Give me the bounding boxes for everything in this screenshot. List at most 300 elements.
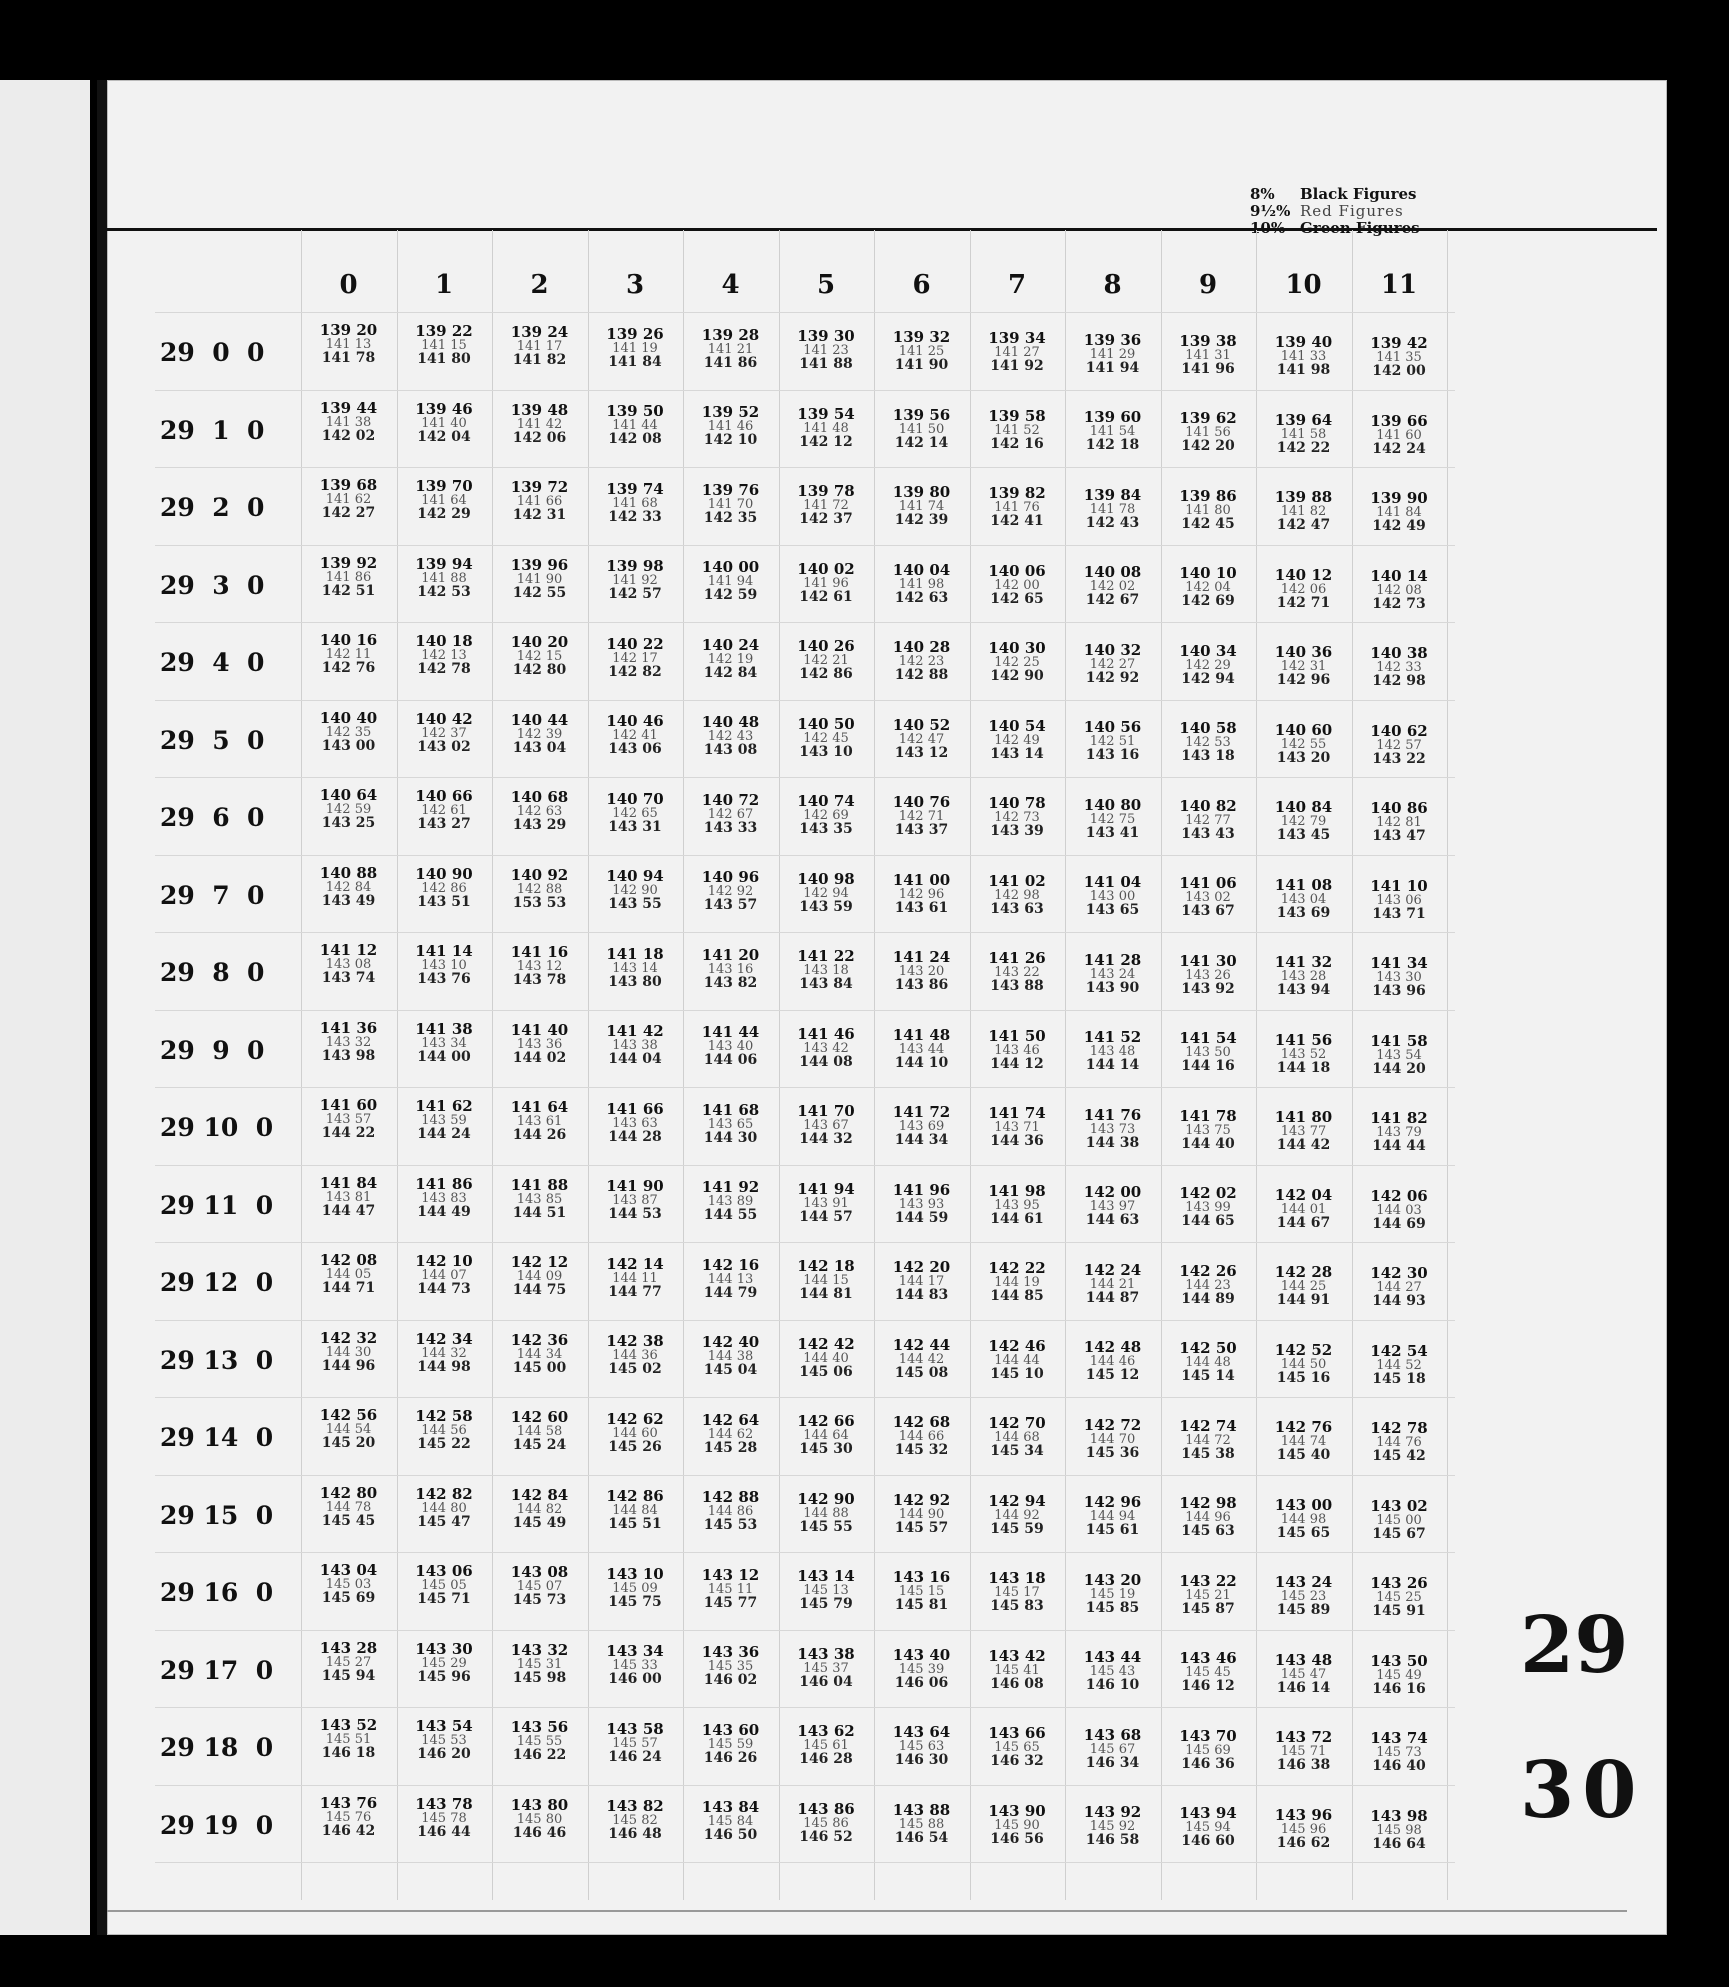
green-figure: 141 80 — [417, 351, 471, 368]
rate-cell — [588, 1721, 683, 1765]
column-header: 8 — [1103, 270, 1122, 300]
row-label: 29 3 0 — [160, 570, 265, 600]
black-figure: 142 28 — [1274, 1263, 1333, 1281]
rate-cell — [1065, 1339, 1160, 1383]
rate-cell — [588, 326, 683, 370]
red-figure: 145 09 — [612, 1580, 658, 1596]
black-figure: 141 28 — [1083, 950, 1142, 969]
green-figure: 145 28 — [703, 1439, 758, 1456]
rate-cell — [1065, 1262, 1160, 1306]
rate-cell — [1161, 488, 1256, 532]
black-figure: 141 70 — [797, 1102, 855, 1120]
red-figure: 143 40 — [707, 1039, 754, 1055]
red-figure: 144 90 — [898, 1506, 945, 1522]
red-figure: 141 68 — [612, 495, 658, 511]
green-figure: 142 41 — [990, 513, 1044, 530]
black-figure: 143 88 — [892, 1800, 951, 1819]
red-figure: 141 27 — [994, 345, 1040, 361]
black-figure: 142 00 — [1083, 1183, 1142, 1202]
rate-cell — [779, 793, 874, 837]
black-figure: 143 82 — [606, 1797, 664, 1816]
green-figure: 142 00 — [1372, 363, 1426, 380]
red-figure: 145 61 — [803, 1738, 849, 1753]
red-figure: 142 06 — [1280, 581, 1327, 597]
red-figure: 143 36 — [516, 1036, 563, 1052]
column-header: 2 — [530, 270, 549, 300]
green-figure: 145 36 — [1085, 1444, 1140, 1461]
row-rule — [155, 1087, 1455, 1088]
green-figure: 142 61 — [799, 588, 853, 605]
rate-cell — [397, 1331, 492, 1375]
rate-cell — [874, 1259, 969, 1303]
rate-cell — [1161, 1805, 1256, 1849]
row-rule — [155, 622, 1455, 623]
rate-cell — [1161, 410, 1256, 454]
red-figure: 144 52 — [1376, 1357, 1422, 1373]
rate-cell — [1352, 723, 1447, 767]
green-figure: 145 26 — [608, 1438, 662, 1455]
red-figure: 141 94 — [707, 574, 754, 590]
red-figure: 143 71 — [994, 1120, 1040, 1136]
red-figure: 143 44 — [898, 1041, 945, 1057]
legend-red — [1250, 203, 1420, 220]
black-figure: 142 18 — [797, 1257, 855, 1275]
red-figure: 144 09 — [516, 1269, 563, 1285]
red-figure: 143 32 — [325, 1034, 372, 1050]
green-figure: 145 63 — [1181, 1523, 1235, 1540]
black-figure: 142 34 — [415, 1329, 473, 1348]
green-figure: 144 02 — [512, 1049, 567, 1066]
black-figure: 141 52 — [1083, 1028, 1142, 1047]
black-figure: 139 52 — [701, 403, 760, 422]
black-figure: 143 94 — [1179, 1804, 1237, 1823]
green-figure: 145 24 — [512, 1437, 567, 1454]
red-figure: 143 48 — [1089, 1044, 1136, 1060]
green-figure: 145 91 — [1372, 1603, 1426, 1620]
green-figure: 142 04 — [417, 428, 471, 445]
green-figure: 143 27 — [417, 816, 471, 833]
row-label: 29 4 0 — [160, 648, 265, 677]
black-figure: 141 98 — [988, 1181, 1046, 1200]
green-figure: 141 98 — [1276, 362, 1331, 378]
black-figure: 140 14 — [1370, 566, 1428, 585]
rate-cell — [1352, 1033, 1447, 1077]
red-figure: 143 61 — [516, 1114, 563, 1130]
red-figure: 144 11 — [612, 1270, 658, 1286]
rate-cell — [1352, 490, 1447, 534]
green-figure: 145 81 — [894, 1597, 949, 1614]
green-figure: 141 88 — [799, 356, 853, 372]
rate-cell — [779, 1258, 874, 1302]
red-figure: 145 43 — [1089, 1664, 1136, 1680]
green-figure: 142 84 — [703, 664, 758, 681]
green-figure: 142 02 — [321, 427, 376, 444]
black-figure: 140 26 — [797, 637, 855, 655]
rate-cell — [779, 871, 874, 915]
black-figure: 142 44 — [892, 1335, 951, 1354]
rate-cell — [779, 561, 874, 605]
red-figure: 144 92 — [994, 1507, 1040, 1523]
rate-cell — [970, 563, 1065, 607]
rate-cell — [779, 328, 874, 372]
green-figure: 142 20 — [1181, 438, 1235, 455]
black-figure: 140 56 — [1083, 718, 1142, 737]
rate-cell — [588, 791, 683, 835]
black-figure: 142 06 — [1370, 1186, 1428, 1205]
green-figure: 144 24 — [417, 1126, 471, 1143]
rate-cell — [588, 558, 683, 602]
bottom-rule — [107, 1910, 1627, 1912]
black-figure: 142 40 — [701, 1333, 760, 1352]
green-figure: 143 98 — [321, 1047, 376, 1064]
red-figure: 142 19 — [707, 651, 754, 667]
black-figure: 140 58 — [1179, 719, 1237, 738]
red-figure: 141 72 — [803, 498, 849, 513]
rate-cell — [301, 1020, 396, 1064]
green-figure: 146 00 — [608, 1671, 662, 1688]
rate-cell — [1352, 1498, 1447, 1542]
rate-cell — [1161, 720, 1256, 764]
black-figure: 143 38 — [797, 1644, 855, 1663]
rate-cell — [970, 485, 1065, 529]
rate-cell — [970, 1260, 1065, 1304]
black-figure: 141 62 — [415, 1097, 473, 1116]
green-figure: 142 49 — [1372, 518, 1426, 535]
rate-cell — [397, 401, 492, 445]
green-figure: 143 57 — [703, 897, 758, 914]
green-figure: 143 06 — [608, 741, 662, 758]
green-figure: 142 59 — [703, 587, 758, 604]
row-rule — [155, 1242, 1455, 1243]
red-figure: 145 35 — [707, 1659, 754, 1675]
black-figure: 142 62 — [606, 1409, 664, 1428]
rate-cell — [874, 949, 969, 993]
red-figure: 141 60 — [1376, 427, 1422, 443]
red-figure: 141 82 — [1280, 504, 1327, 519]
rate-cell — [492, 1099, 587, 1143]
green-figure: 144 98 — [417, 1358, 471, 1375]
rate-cell — [1352, 413, 1447, 457]
red-figure: 143 18 — [803, 963, 849, 978]
green-figure: 145 69 — [321, 1590, 376, 1606]
red-figure: 145 88 — [898, 1816, 945, 1832]
green-figure: 145 79 — [799, 1596, 853, 1612]
red-figure: 144 03 — [1376, 1202, 1422, 1218]
red-figure: 144 80 — [421, 1500, 467, 1516]
rate-cell — [397, 1021, 492, 1065]
black-figure: 143 58 — [606, 1719, 664, 1738]
rate-cell — [397, 1176, 492, 1220]
black-figure: 143 96 — [1274, 1805, 1333, 1824]
facing-page-edge — [0, 80, 90, 1935]
rate-cell — [779, 1646, 874, 1690]
black-figure: 140 50 — [797, 714, 855, 733]
black-figure: 142 94 — [988, 1491, 1046, 1510]
black-figure: 142 50 — [1179, 1339, 1237, 1358]
rate-cell — [301, 477, 396, 521]
rate-cell — [588, 1798, 683, 1842]
red-figure: 142 29 — [1185, 657, 1231, 673]
black-figure: 141 76 — [1083, 1105, 1142, 1124]
black-figure: 143 48 — [1274, 1650, 1333, 1669]
red-figure: 143 12 — [516, 959, 563, 975]
red-figure: 145 51 — [325, 1732, 372, 1747]
black-figure: 143 92 — [1083, 1803, 1142, 1822]
red-figure: 141 96 — [803, 575, 849, 591]
black-figure: 140 62 — [1370, 721, 1428, 740]
black-figure: 141 26 — [988, 949, 1046, 968]
black-figure: 139 24 — [510, 323, 569, 342]
rate-cell — [1065, 1417, 1160, 1461]
green-figure: 143 39 — [990, 823, 1044, 840]
green-figure: 143 74 — [321, 970, 376, 986]
column-rule — [1447, 230, 1448, 1900]
rate-cell — [588, 1256, 683, 1300]
green-figure: 144 79 — [703, 1284, 758, 1301]
green-figure: 141 96 — [1181, 360, 1235, 377]
red-figure: 145 27 — [325, 1654, 372, 1670]
green-figure: 144 63 — [1085, 1212, 1140, 1229]
green-figure: 142 43 — [1085, 514, 1140, 531]
rate-cell — [492, 1797, 587, 1841]
black-figure: 140 42 — [415, 709, 473, 728]
green-figure: 142 39 — [894, 512, 949, 529]
red-figure: 145 00 — [1376, 1512, 1422, 1528]
black-figure: 140 12 — [1274, 565, 1333, 584]
red-figure: 143 26 — [1185, 967, 1231, 983]
rate-cell — [588, 1023, 683, 1067]
column-header: 1 — [434, 270, 454, 300]
green-figure: 142 45 — [1181, 515, 1235, 532]
green-figure: 144 53 — [608, 1206, 662, 1223]
rate-cell — [1065, 1572, 1160, 1616]
black-figure: 140 06 — [988, 561, 1046, 580]
green-figure: 145 59 — [990, 1520, 1044, 1537]
red-figure: 144 74 — [1280, 1434, 1327, 1449]
red-figure: 145 33 — [612, 1658, 658, 1674]
red-figure: 142 84 — [325, 879, 372, 895]
green-figure: 144 00 — [417, 1048, 471, 1065]
green-figure: 143 16 — [1085, 747, 1140, 764]
red-figure: 144 64 — [803, 1428, 849, 1443]
green-figure: 142 16 — [990, 435, 1044, 452]
red-figure: 144 44 — [994, 1352, 1040, 1368]
rate-cell — [1256, 877, 1351, 921]
black-figure: 141 30 — [1179, 951, 1237, 970]
black-figure: 142 36 — [510, 1330, 569, 1349]
green-figure: 144 49 — [417, 1203, 471, 1220]
rate-cell — [301, 1795, 396, 1839]
red-figure: 142 37 — [421, 725, 467, 741]
red-figure: 144 19 — [994, 1275, 1040, 1291]
black-figure: 142 72 — [1083, 1415, 1142, 1434]
black-figure: 141 38 — [415, 1019, 473, 1038]
red-figure: 142 35 — [325, 724, 372, 740]
red-figure: 142 88 — [516, 881, 563, 897]
rate-cell — [874, 484, 969, 528]
red-figure: 142 51 — [1089, 734, 1136, 750]
green-figure: 146 12 — [1181, 1678, 1235, 1695]
rate-cell — [1256, 412, 1351, 456]
green-figure: 142 53 — [417, 583, 471, 600]
rate-cell — [1161, 1030, 1256, 1074]
red-figure: 142 08 — [1376, 582, 1422, 598]
black-figure: 140 54 — [988, 716, 1046, 735]
red-figure: 145 94 — [1185, 1820, 1231, 1836]
black-figure: 141 10 — [1370, 876, 1428, 895]
rate-cell — [683, 404, 778, 448]
black-figure: 141 12 — [319, 941, 378, 959]
green-figure: 145 98 — [512, 1669, 567, 1686]
red-figure: 141 50 — [898, 421, 945, 437]
green-figure: 146 32 — [990, 1753, 1044, 1770]
black-figure: 140 04 — [892, 560, 951, 579]
green-figure: 143 80 — [608, 973, 662, 990]
green-figure: 145 06 — [799, 1363, 853, 1380]
red-figure: 141 58 — [1280, 426, 1327, 442]
red-figure: 145 49 — [1376, 1667, 1422, 1683]
black-figure: 141 08 — [1274, 875, 1333, 894]
red-figure: 145 11 — [707, 1581, 754, 1597]
black-figure: 141 96 — [892, 1180, 951, 1199]
green-figure: 142 51 — [321, 582, 376, 599]
black-figure: 143 02 — [1370, 1496, 1428, 1515]
rate-cell — [1161, 1263, 1256, 1307]
green-figure: 142 55 — [512, 584, 567, 601]
red-figure: 144 88 — [803, 1505, 849, 1521]
rate-cell — [779, 1801, 874, 1845]
red-figure: 141 17 — [516, 339, 563, 355]
black-figure: 142 76 — [1274, 1418, 1333, 1436]
rate-cell — [1256, 1574, 1351, 1618]
black-figure: 140 72 — [701, 790, 760, 809]
green-figure: 145 67 — [1372, 1525, 1426, 1542]
black-figure: 143 28 — [319, 1638, 378, 1657]
black-figure: 143 54 — [415, 1717, 473, 1736]
column-header: 5 — [816, 270, 836, 300]
rate-cell — [874, 1724, 969, 1768]
green-figure: 144 16 — [1181, 1058, 1235, 1075]
green-figure: 142 78 — [417, 661, 471, 678]
rate-cell — [301, 1562, 396, 1606]
black-figure: 142 12 — [510, 1253, 569, 1272]
black-figure: 141 56 — [1274, 1030, 1333, 1049]
rate-cell — [1352, 1808, 1447, 1852]
green-figure: 142 69 — [1181, 593, 1235, 610]
black-figure: 139 30 — [797, 327, 855, 345]
red-figure: 143 52 — [1280, 1046, 1327, 1062]
column-header: 0 — [339, 270, 358, 300]
rate-cell — [397, 866, 492, 910]
red-figure: 141 42 — [516, 416, 563, 432]
rate-cell — [588, 481, 683, 525]
green-figure: 146 52 — [799, 1828, 853, 1845]
red-figure: 142 79 — [1280, 814, 1327, 829]
black-figure: 142 14 — [606, 1254, 664, 1273]
green-figure: 144 67 — [1276, 1214, 1331, 1231]
black-figure: 140 68 — [510, 788, 569, 807]
green-figure: 144 42 — [1276, 1137, 1331, 1153]
rate-cell — [970, 1028, 1065, 1072]
rate-cell — [1352, 1343, 1447, 1387]
red-figure: 142 31 — [1280, 659, 1327, 674]
green-figure: 146 38 — [1276, 1757, 1331, 1773]
green-figure: 145 45 — [321, 1512, 376, 1529]
rate-cell — [1161, 953, 1256, 997]
rate-cell — [683, 1412, 778, 1456]
red-figure: 142 27 — [1089, 656, 1136, 672]
green-figure: 142 24 — [1372, 440, 1426, 457]
black-figure: 141 84 — [319, 1173, 378, 1192]
black-figure: 140 16 — [319, 631, 378, 649]
green-figure: 145 10 — [990, 1365, 1044, 1382]
rate-cell — [492, 1254, 587, 1298]
black-figure: 140 02 — [797, 559, 855, 578]
black-figure: 142 08 — [319, 1251, 378, 1269]
red-figure: 142 65 — [612, 805, 658, 821]
rate-cell — [492, 1332, 587, 1376]
thumb-tab-lower[interactable]: 30 — [1520, 1745, 1645, 1836]
green-figure: 146 02 — [703, 1672, 758, 1689]
rate-cell — [588, 1488, 683, 1532]
black-figure: 139 38 — [1179, 331, 1237, 350]
green-figure: 146 56 — [990, 1830, 1044, 1847]
rate-cell — [492, 1022, 587, 1066]
rate-cell — [779, 1026, 874, 1070]
black-figure: 140 30 — [988, 639, 1046, 658]
row-label: 29 5 0 — [160, 725, 265, 755]
black-figure: 142 22 — [988, 1259, 1046, 1278]
black-figure: 142 66 — [797, 1412, 855, 1430]
green-figure: 145 42 — [1372, 1448, 1426, 1465]
black-figure: 142 46 — [988, 1336, 1046, 1355]
rate-cell — [1352, 1730, 1447, 1774]
green-figure: 143 29 — [512, 817, 567, 834]
black-figure: 143 84 — [701, 1798, 760, 1817]
rate-cell — [492, 789, 587, 833]
black-figure: 142 86 — [606, 1487, 664, 1506]
green-figure: 145 61 — [1085, 1522, 1140, 1539]
green-figure: 146 36 — [1181, 1755, 1235, 1772]
black-figure: 139 50 — [606, 402, 664, 421]
legend-pct: 9½% — [1250, 202, 1291, 220]
green-figure: 143 47 — [1372, 828, 1426, 845]
row-rule — [155, 1165, 1455, 1166]
thumb-tab-upper[interactable]: 29 — [1520, 1600, 1629, 1691]
rate-cell — [970, 1803, 1065, 1847]
green-figure: 144 96 — [321, 1357, 376, 1374]
rate-cell — [301, 942, 396, 986]
red-figure: 143 22 — [994, 965, 1040, 981]
black-figure: 139 86 — [1179, 486, 1237, 505]
black-figure: 141 88 — [510, 1175, 569, 1194]
column-header: 6 — [912, 270, 931, 300]
green-figure: 141 94 — [1085, 359, 1140, 376]
green-figure: 144 36 — [990, 1133, 1044, 1150]
rate-cell — [1065, 487, 1160, 531]
green-figure: 144 83 — [894, 1287, 949, 1304]
black-figure: 139 68 — [319, 476, 378, 494]
black-figure: 143 46 — [1179, 1649, 1237, 1668]
green-figure: 145 08 — [894, 1364, 949, 1381]
rate-cell — [1352, 800, 1447, 844]
red-figure: 142 61 — [421, 803, 467, 819]
green-figure: 144 81 — [799, 1286, 853, 1302]
red-figure: 142 41 — [612, 728, 658, 744]
black-figure: 140 98 — [797, 869, 855, 888]
red-figure: 145 84 — [707, 1814, 754, 1830]
red-figure: 145 59 — [707, 1736, 754, 1752]
